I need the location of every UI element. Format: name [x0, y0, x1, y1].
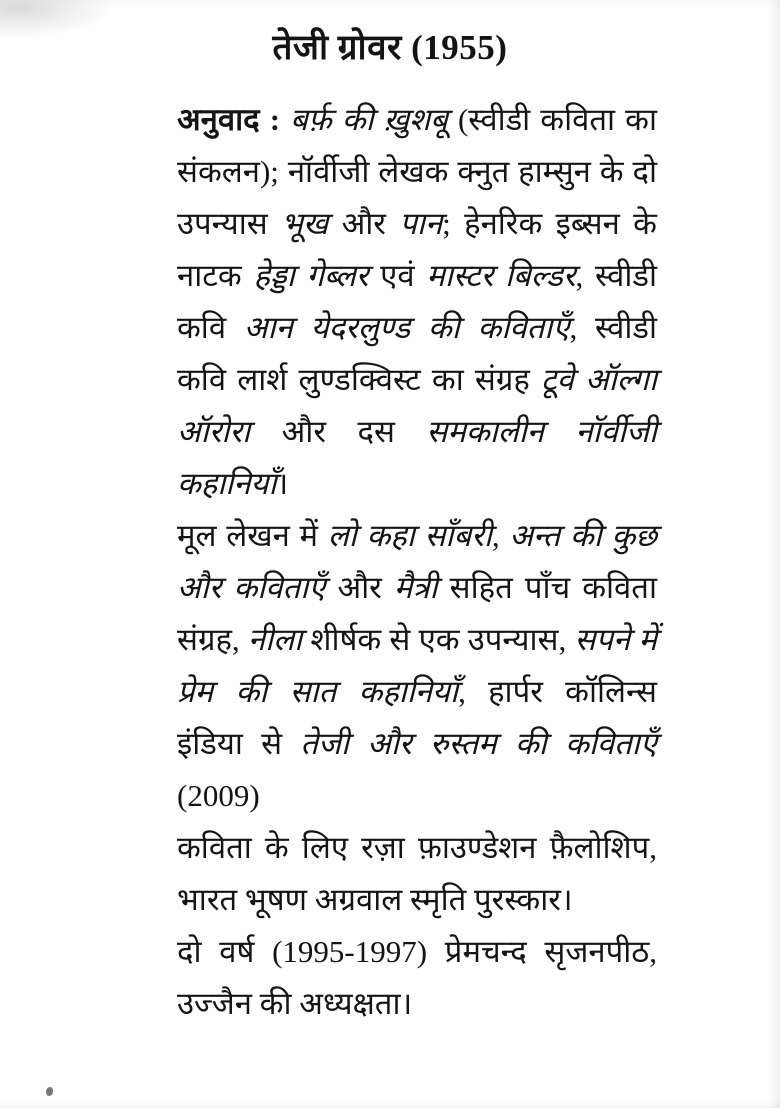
- text-segment: कविता के लिए रज़ा फ़ाउण्डेशन फ़ैलोशिप, भारत भूषण अग्रवाल स्मृति पुरस्कार।: [177, 830, 657, 917]
- text-segment: नीला: [247, 622, 303, 657]
- body-text: [0, 94, 780, 1030]
- text-segment: सपने में प्रेम की सात कहानियाँ: [177, 622, 657, 709]
- text-segment: ।: [276, 466, 289, 501]
- text-segment: भूख: [281, 206, 329, 241]
- text-segment: आन येदरलुण्ड की कविताएँ: [243, 310, 570, 345]
- text-segment: , स्वीडी कवि लार्श लुण्डक्विस्ट का संग्रह: [177, 310, 657, 397]
- text-segment: मास्टर बिल्डर: [426, 258, 576, 293]
- text-segment: ,: [491, 518, 510, 553]
- text-segment: और दस: [250, 414, 427, 449]
- text-segment: एवं: [368, 258, 427, 293]
- page-title: तेजी ग्रोवर (1955): [272, 28, 508, 67]
- text-segment: और: [328, 206, 400, 241]
- text-segment: सहित पाँच कविता संग्रह,: [177, 570, 657, 657]
- text-segment: ; हेनरिक इब्सन के नाटक: [177, 206, 657, 293]
- text-segment: हेड्डा गेब्लर: [253, 258, 369, 293]
- scan-speck: [46, 1087, 53, 1096]
- text-segment: शीर्षक से एक उपन्यास,: [302, 622, 575, 657]
- text-segment: अन्त की कुछ और कविताएँ: [177, 518, 657, 605]
- text-segment: पान: [399, 206, 443, 241]
- paragraph: [177, 926, 657, 1030]
- text-segment: , स्वीडी कवि: [177, 258, 657, 345]
- paragraph: [177, 822, 657, 926]
- text-segment: (स्वीडी कविता का संकलन); नॉर्वीजी लेखक क्नुत हाम्सुन के दो उपन्यास: [177, 102, 657, 241]
- text-segment: मूल लेखन में: [177, 518, 328, 553]
- text-segment: बर्फ़ की ख़ुशबू: [290, 102, 458, 137]
- paragraph: [177, 94, 657, 510]
- text-segment: (2009): [177, 778, 260, 813]
- text-segment: मैत्री: [393, 570, 438, 605]
- text-segment: दो वर्ष (1995-1997) प्रेमचन्द सृजनपीठ, उज्जैन की अध्यक्षता।: [177, 934, 657, 1021]
- text-segment: लो कहा साँबरी: [327, 518, 492, 553]
- text-segment: समकालीन नॉर्वीजी कहानियाँ: [177, 414, 657, 501]
- text-segment: टूवे ऑल्गा ऑरोरा: [177, 362, 658, 449]
- paragraph: [177, 510, 657, 822]
- text-segment: , हार्पर कॉलिन्स इंडिया से: [177, 674, 657, 761]
- text-segment: तेजी और रुस्तम की कविताएँ: [300, 726, 657, 761]
- text-segment: अनुवाद :: [177, 102, 291, 137]
- text-segment: और: [325, 570, 394, 605]
